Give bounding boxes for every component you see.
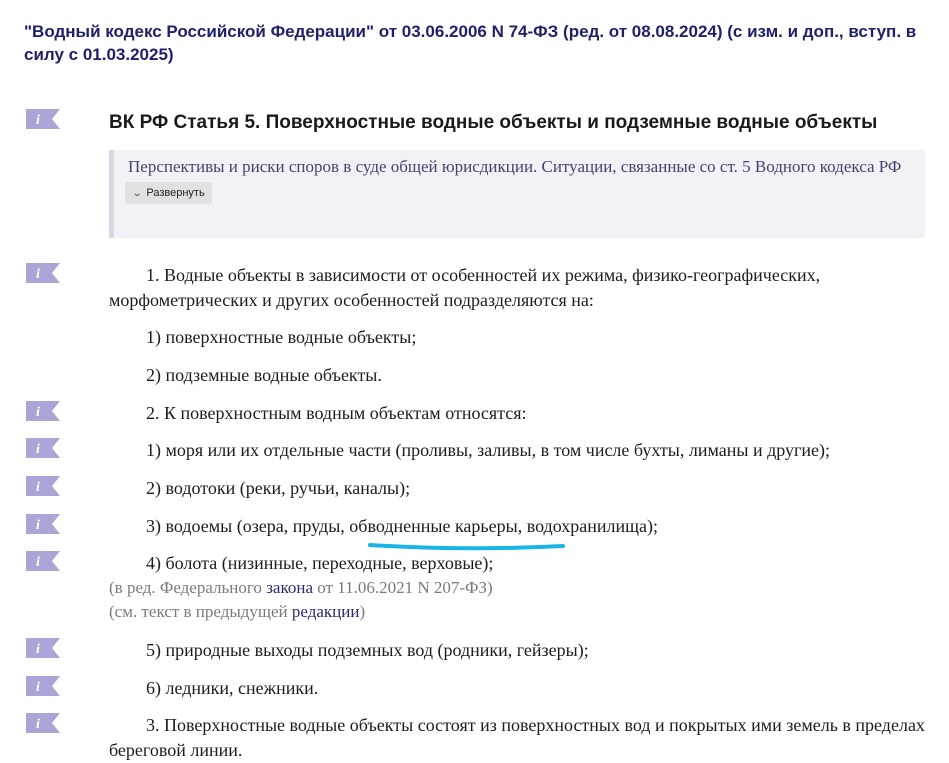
paragraph-2-1: 1) моря или их отдельные части (проливы, заливы, в том числе бухты, лиманы и другие); — [146, 440, 831, 460]
info-icon[interactable] — [26, 476, 60, 496]
paragraph-1-2: 2) подземные водные объекты. — [146, 365, 382, 385]
svg-text:i: i — [36, 480, 40, 495]
note-link[interactable]: Перспективы и риски споров в суде общей юрисдикции. Ситуации, связанные со ст. 5 Водного кодекса РФ — [128, 157, 902, 176]
document-title[interactable]: "Водный кодекс Российской Федерации" от 03.06.2006 N 74-ФЗ (ред. от 08.08.2024) (с изм. и доп., вступ. в силу с 01.03.2025) — [24, 22, 917, 64]
svg-text:i: i — [36, 518, 40, 533]
svg-text:i: i — [36, 267, 40, 282]
paragraph-2-3: 3) водоемы (озера, пруды, обводненные карьеры, водохранилища); — [146, 516, 658, 536]
highlight-underline — [368, 541, 565, 551]
info-icon[interactable] — [26, 263, 60, 283]
svg-text:i: i — [36, 555, 40, 570]
paragraph-2-5: 5) природные выходы подземных вод (родники, гейзеры); — [146, 640, 589, 660]
chevron-down-icon: ⌄ — [131, 187, 143, 199]
article-title: ВК РФ Статья 5. Поверхностные водные объекты и подземные водные объекты — [109, 112, 878, 133]
redaction-link[interactable]: редакции — [291, 602, 360, 621]
expand-button-label: Развернуть — [146, 187, 205, 199]
paragraph-2-4: 4) болота (низинные, переходные, верховые); — [146, 553, 494, 573]
info-icon[interactable] — [26, 514, 60, 534]
note-box — [109, 150, 925, 238]
info-icon[interactable] — [26, 551, 60, 571]
svg-text:i: i — [36, 680, 40, 695]
law-link[interactable]: закона — [266, 578, 313, 597]
paragraph-1: 1. Водные объекты в зависимости от особенностей их режима, физико-географических, морфометрических и других особенностей подразделяются на: — [109, 265, 821, 310]
svg-text:i: i — [36, 113, 40, 128]
info-icon[interactable] — [26, 401, 60, 421]
info-icon[interactable] — [26, 109, 60, 129]
info-icon[interactable] — [26, 638, 60, 658]
svg-text:i: i — [36, 642, 40, 657]
edit-note-1: (в ред. Федерального закона от 11.06.2021 N 207-ФЗ) — [109, 578, 493, 597]
paragraph-2-6: 6) ледники, снежники. — [146, 678, 319, 698]
svg-text:i: i — [36, 442, 40, 457]
svg-text:i: i — [36, 405, 40, 420]
paragraph-3: 3. Поверхностные водные объекты состоят из поверхностных вод и покрытых ими земель в пределах береговой линии. — [109, 715, 925, 760]
expand-button[interactable] — [125, 182, 212, 204]
paragraph-1-1: 1) поверхностные водные объекты; — [146, 327, 417, 347]
info-icon[interactable] — [26, 438, 60, 458]
info-icon[interactable] — [26, 676, 60, 696]
svg-text:i: i — [36, 717, 40, 732]
info-icon[interactable] — [26, 713, 60, 733]
edit-note-2: (см. текст в предыдущей редакции) — [109, 602, 366, 621]
paragraph-2-2: 2) водотоки (реки, ручьи, каналы); — [146, 478, 411, 498]
paragraph-2: 2. К поверхностным водным объектам относятся: — [146, 403, 527, 423]
